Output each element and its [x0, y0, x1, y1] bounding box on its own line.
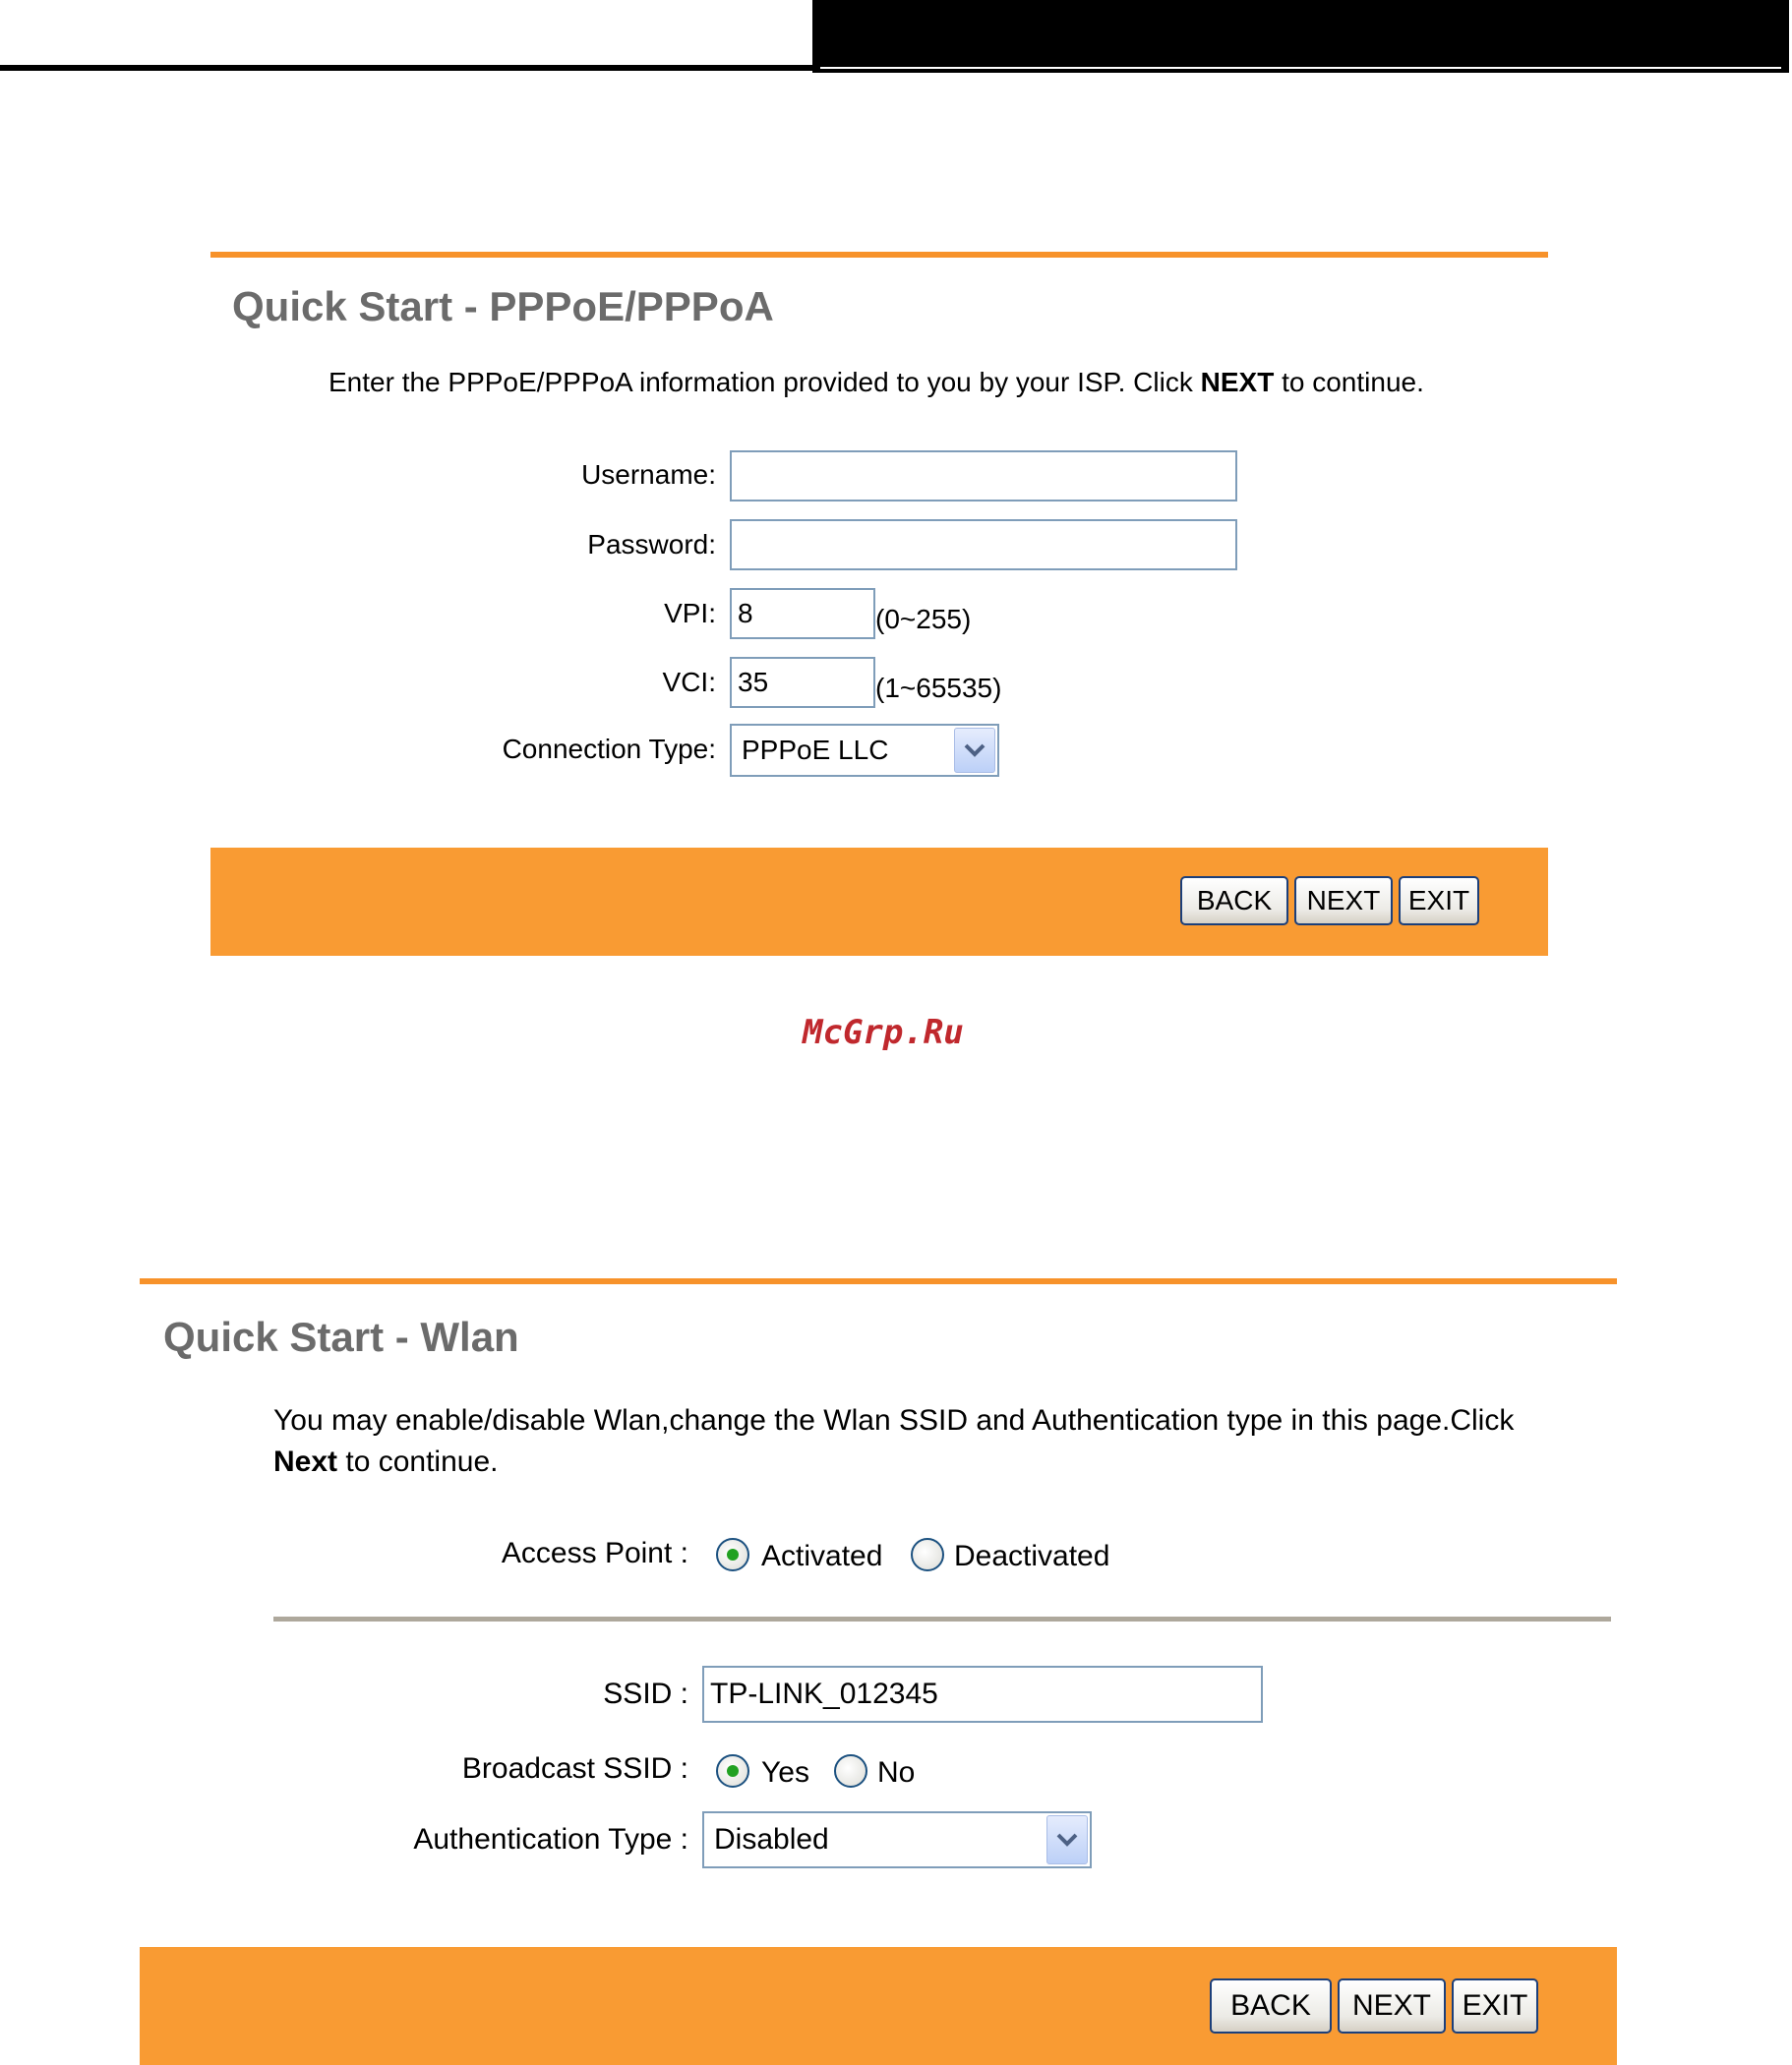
ssid-input[interactable] — [702, 1666, 1263, 1723]
vpi-label: VPI: — [664, 598, 716, 628]
radio-selected-dot — [727, 1549, 739, 1561]
username-input[interactable] — [730, 450, 1237, 502]
authentication-type-value: Disabled — [714, 1823, 829, 1856]
wlan-back-button[interactable]: BACK — [1210, 1978, 1332, 2034]
connection-type-label: Connection Type: — [502, 734, 716, 764]
deactivated-label: Deactivated — [954, 1540, 1110, 1572]
pppoe-description: Enter the PPPoE/PPPoA information provided to you by your ISP. Click NEXT to continue. — [329, 367, 1424, 397]
username-label: Username: — [581, 459, 716, 490]
wlan-next-button[interactable]: NEXT — [1338, 1978, 1446, 2034]
pppoe-top-rule — [210, 252, 1548, 258]
ssid-label: SSID : — [603, 1678, 688, 1710]
activated-label: Activated — [761, 1540, 883, 1572]
vci-label: VCI: — [662, 667, 716, 697]
authentication-type-select[interactable] — [702, 1811, 1092, 1868]
pppoe-next-button[interactable]: NEXT — [1294, 876, 1393, 925]
vpi-range-hint: (0~255) — [875, 604, 972, 634]
authentication-type-label: Authentication Type : — [413, 1823, 688, 1856]
broadcast-yes-radio[interactable] — [716, 1754, 749, 1788]
connection-type-value: PPPoE LLC — [742, 735, 889, 765]
access-point-deactivated-radio[interactable] — [911, 1538, 944, 1571]
password-input[interactable] — [730, 519, 1237, 570]
pppoe-exit-button[interactable]: EXIT — [1399, 876, 1479, 925]
chevron-down-icon[interactable] — [1046, 1815, 1088, 1864]
header-rule — [0, 65, 816, 71]
wlan-description: You may enable/disable Wlan,change the Wlan SSID and Authentication type in this page.Click Next to continue. — [273, 1404, 1515, 1478]
vpi-input[interactable] — [730, 588, 875, 639]
password-label: Password: — [587, 529, 716, 560]
wlan-page-title: Quick Start - Wlan — [163, 1314, 519, 1360]
section-divider — [273, 1617, 1611, 1622]
broadcast-ssid-label: Broadcast SSID : — [461, 1752, 688, 1785]
pppoe-back-button[interactable]: BACK — [1180, 876, 1288, 925]
watermark-text: McGrp.Ru — [803, 1013, 964, 1052]
wlan-exit-button[interactable]: EXIT — [1452, 1978, 1538, 2034]
radio-selected-dot — [727, 1765, 739, 1777]
no-label: No — [877, 1756, 916, 1789]
vci-input[interactable] — [730, 657, 875, 708]
vci-range-hint: (1~65535) — [875, 673, 1002, 703]
broadcast-no-radio[interactable] — [834, 1754, 867, 1788]
header-bar — [812, 0, 1789, 73]
chevron-down-icon[interactable] — [954, 728, 995, 773]
pppoe-page-title: Quick Start - PPPoE/PPPoA — [232, 283, 774, 329]
yes-label: Yes — [761, 1756, 809, 1789]
wlan-top-rule — [140, 1278, 1617, 1284]
connection-type-select[interactable] — [730, 724, 999, 777]
access-point-label: Access Point : — [501, 1537, 688, 1569]
access-point-activated-radio[interactable] — [716, 1538, 749, 1571]
